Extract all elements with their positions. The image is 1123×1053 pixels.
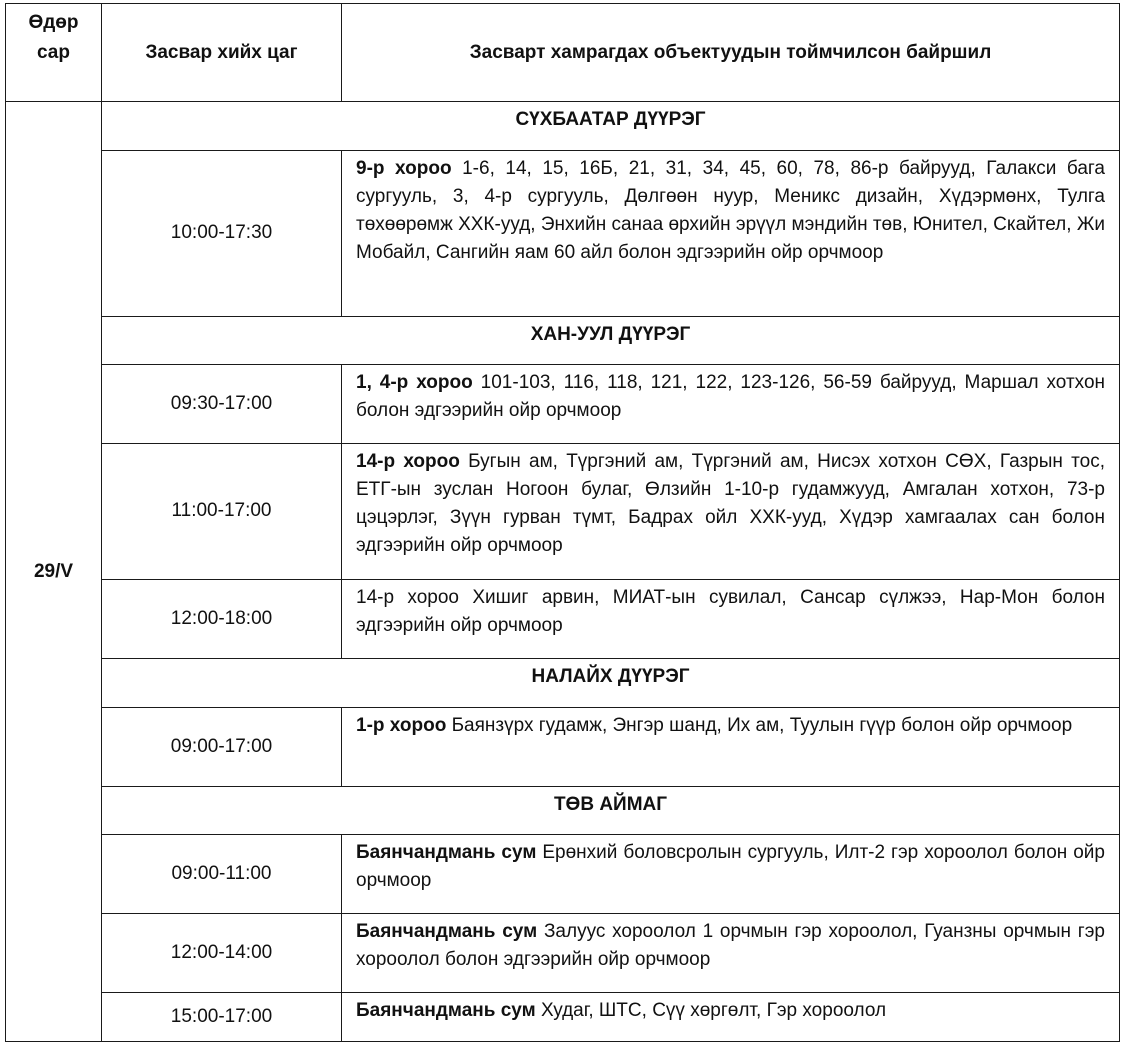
schedule-row [6,443,1120,580]
location-lead: Баянчандмань сум [356,842,537,864]
location-cell [342,835,1120,914]
location-desc: Бугын ам, Түргэний ам, Түргэний ам, Нисэх хотхон СӨХ, Газрын тос, ЕТГ-ын зуслан Ногоон булаг, Өлзийн 1-10-р гудамжууд, Амгалан хотхон, 73-р цэцэрлэг, Зүүн гурван түмт, Бадрах ойл ХХК-ууд, Хүдэр хамгаалах сан болон эдгээрийн ойр орчмоор [356,450,1105,556]
district-heading: ХАН-УУЛ ДҮҮРЭГ [102,317,1120,365]
time-cell: 09:30-17:00 [102,365,342,443]
date-cell: 29/V [6,102,102,1042]
time-cell: 12:00-14:00 [102,914,342,992]
location-cell [342,580,1120,659]
schedule-row [6,992,1120,1041]
schedule-row [6,365,1120,443]
header-date-line1: Өдөр [28,12,79,33]
time-cell: 11:00-17:00 [102,443,342,580]
location-lead: 1, 4-р хороо [356,372,473,394]
location-desc: Ерөнхий боловсролын сургууль, Илт-2 гэр хороолол болон ойр орчмоор [356,842,1105,892]
time-cell: 09:00-17:00 [102,707,342,786]
schedule-row [6,150,1120,317]
location-lead: Баянчандмань сум [356,999,536,1021]
schedule-row [6,580,1120,659]
location-desc: 1-6, 14, 15, 16Б, 21, 31, 34, 45, 60, 78, 86-р байрууд, Галакси бага сургууль, 3, 4-р сургууль, Дөлгөөн нуур, Меникс дизайн, Хүдэрмөнх, Тулга төхөөрөмж ХХК-ууд, Энхийн санаа өрхийн эрүүл мэндийн төв, Юнител, Скайтел, Жи Мобайл, Сангийн яам 60 айл болон эдгээрийн ойр орчмоор [356,157,1105,263]
location-lead: 1-р хороо [356,714,447,736]
location-desc: Баянзүрх гудамж, Энгэр шанд, Их ам, Туулын гүүр болон ойр орчмоор [446,714,1073,736]
location-lead: Баянчандмань сум [356,921,538,943]
location-cell [342,914,1120,992]
schedule-row [6,914,1120,992]
header-date-cell [6,4,102,102]
district-heading: СҮХБААТАР ДҮҮРЭГ [102,102,1120,150]
schedule-row [6,707,1120,786]
repair-schedule-table [5,3,1120,1042]
location-desc: Худаг, ШТС, Сүү хөргөлт, Гэр хороолол [535,999,887,1021]
header-location-cell: Засварт хамрагдах объектуудын тоймчилсон байршил [342,4,1120,102]
location-desc: Залуус хороолол 1 орчмын гэр хороолол, Гуанзны орчмын гэр хороолол болон эдгээрийн ойр орчмоор [356,921,1105,971]
location-cell [342,150,1120,317]
header-time-cell: Засвар хийх цаг [102,4,342,102]
time-cell: 09:00-11:00 [102,835,342,914]
location-desc: 14-р хороо Хишиг арвин, МИАТ-ын сувилал, Сансар сүлжээ, Нар-Мон болон эдгээрийн ойр орчмоор [356,587,1105,637]
location-cell [342,443,1120,580]
location-cell [342,365,1120,443]
location-cell [342,992,1120,1041]
location-cell [342,707,1120,786]
schedule-row [6,835,1120,914]
time-cell: 12:00-18:00 [102,580,342,659]
header-row [6,4,1120,102]
district-row [6,317,1120,365]
location-lead: 14-р хороо [356,450,460,472]
time-cell: 15:00-17:00 [102,992,342,1041]
header-date-line2: сар [37,42,70,63]
district-heading: ТӨВ АЙМАГ [102,786,1120,834]
district-row [6,102,1120,150]
district-heading: НАЛАЙХ ДҮҮРЭГ [102,659,1120,707]
district-row [6,786,1120,834]
location-desc: 101-103, 116, 118, 121, 122, 123-126, 56-59 байрууд, Маршал хотхон болон эдгээрийн ойр орчмоор [356,372,1106,422]
time-cell: 10:00-17:30 [102,150,342,317]
district-row [6,659,1120,707]
location-lead: 9-р хороо [356,157,452,179]
